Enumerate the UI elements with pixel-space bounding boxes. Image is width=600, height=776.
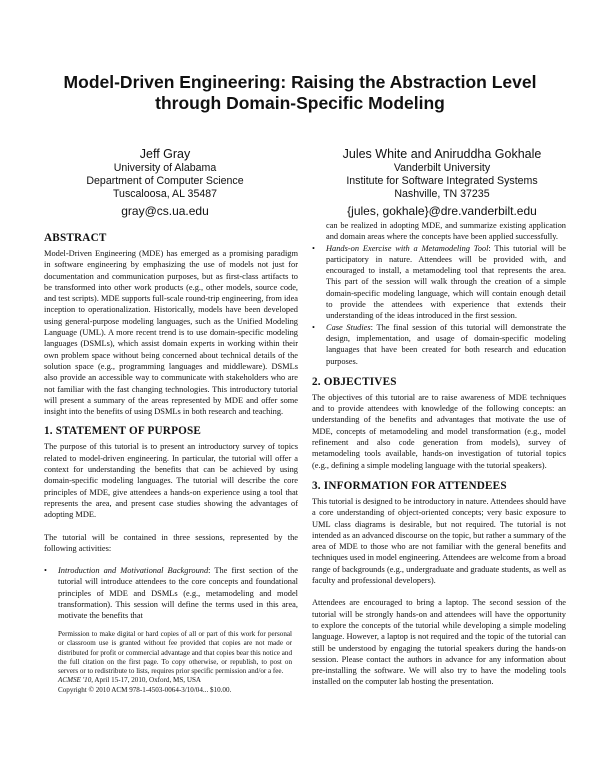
permission-text: Permission to make digital or hard copies of all or part of this work for personal or classroom use is granted without fee provided that copies are not made or distributed for profit or commercial advantage and that copies bear this notice and the full citation on the first page. To copy otherwise, or republish, to post on servers or to redistribute to lists, requires prior specific permission and/or a fee. <box>58 630 292 676</box>
author-name: Jeff Gray <box>139 147 191 161</box>
venue-details: , April 15-17, 2010, Oxford, MS, USA <box>91 676 202 685</box>
abstract-heading: ABSTRACT <box>44 232 107 244</box>
bullet-text: : This tutorial will be participatory in nature. Attendees will be provided with, and encouraged to install, a metamodeling tool that represents the area. This part of the session will walk through the creation of a simple domain-specific modeling language, which will contain enough detail to provide the attendees with experience that extends their understanding of the ideas introduced in the first session. <box>326 243 567 321</box>
session-list-continued <box>312 243 566 367</box>
section-1-paragraph-2: The tutorial will be contained in three sessions, represented by the following activities: <box>44 532 298 553</box>
bullet-icon: • <box>312 243 315 253</box>
bullet-continuation: can be realized in adopting MDE, and summarize existing application and domain areas where the concepts have been applied successfully. <box>326 221 566 242</box>
author-department: Institute for Software Integrated Systems <box>346 175 538 187</box>
bullet-title: Case Studies <box>326 322 371 332</box>
bullet-title: Hands-on Exercise with a Metamodeling Tool <box>326 243 489 253</box>
bullet-text: : The final session of this tutorial will demonstrate the design, implementation, and usage of domain-specific modeling languages that have been created for both research and education purposes. <box>326 322 566 366</box>
section-1-paragraph-1: The purpose of this tutorial is to present an introductory survey of topics related to model-driven engineering. In particular, the tutorial will offer a context for understanding the benefits that can be achieved by using domain-specific modeling languages. The tutorial will describe the core principles of MDE, give attendees a hands-on experience using a tool that represents the area, and present case studies showing the advantages of adopting MDE. <box>44 442 298 520</box>
author-department: Department of Computer Science <box>86 175 244 187</box>
abstract-text: Model-Driven Engineering (MDE) has emerged as a promising paradigm in software engineering by emphasizing the use of models not just for documentation and communication purposes, but as first-class artifacts to be transformed into other work products (e.g., other models, source code, and test scripts). MDE supports full-scale round-trip engineering, from idea inception to operationalization. Historically, models have been developed using general-purpose modeling languages, such as the Unified Modeling Language (UML). A more recent trend is to use domain-specific modeling languages (DSMLs), which assist domain experts in working within their own problem space without being concerned about technical details of the solution space (e.g., programming languages and middleware). DSMLs also provide an accessible way to communicate with stakeholders who are not familiar with the fast changing technologies. This introductory tutorial will present a summary of the areas represented by MDE and offer some insight into the benefits of using DSMLs in both research and teaching. <box>44 249 298 417</box>
section-3-paragraph-2: Attendees are encouraged to bring a laptop. The second session of the tutorial will be strongly hands-on and attendees will have the opportunity to explore the concepts of the tutorial while developing a simple modeling language. However, a laptop is not required and the topic of the tutorial can still be understood by engaging the tutorial speakers during the hands-on session. Please contact the authors in advance for any information about pre-installing the software. We will also try to have the modeling tools installed on the computer lab hosting the presentation. <box>312 598 566 687</box>
paper-title <box>40 72 560 114</box>
paper-title-line-2: through Domain-Specific Modeling <box>155 93 445 113</box>
bullet-icon: • <box>312 322 315 332</box>
list-item <box>312 243 566 322</box>
author-email: gray@cs.ua.edu <box>121 204 209 218</box>
list-item <box>312 322 566 367</box>
copyright-line: Copyright © 2010 ACM 978-1-4503-0064-3/10/04... $10.00. <box>58 685 232 694</box>
section-3-paragraph-1: This tutorial is designed to be introductory in nature. Attendees should have a core understanding of object-oriented concepts; very basic exposure to UML class diagrams is desirable, but not required. The tutorial is not intended as an advanced discourse on the topic, but rather a summary of the area of MDE to those who are not familiar with the general benefits and techniques used in model engineering. Attendees are welcome from a broad range of backgrounds (e.g., undergraduate and graduate students, as well as faculty and professional developers). <box>312 496 566 586</box>
author-location: Tuscaloosa, AL 35487 <box>112 188 218 200</box>
list-item <box>44 565 298 621</box>
bullet-title: Introduction and Motivational Background <box>58 566 209 576</box>
venue-line <box>58 676 292 685</box>
permission-notice <box>58 630 292 695</box>
section-1-heading: 1. STATEMENT OF PURPOSE <box>44 425 202 438</box>
bullet-icon: • <box>44 566 47 576</box>
right-column <box>312 220 566 688</box>
paper-title-line-1: Model-Driven Engineering: Raising the Abstraction Level <box>63 72 537 92</box>
section-2-text: The objectives of this tutorial are to raise awareness of MDE techniques and to provide attendees with knowledge of the following concepts: an understanding of the benefits and advantages that motivate the use of MDE, concepts of metamodeling and model transformation (e.g., model refinement and also code generation from models), survey of metamodeling tools available, hands-on investigation of tutorial topics (e.g., defining a simple modeling language with the tutorial speakers). <box>312 392 566 470</box>
left-column <box>44 228 298 622</box>
section-2-heading: 2. OBJECTIVES <box>312 375 397 388</box>
bullet-text: : The first section of the tutorial will introduce attendees to the core concepts and foundational principles of MDE and DSMLs (e.g., metamodeling and model transformation). This session will define the terms used in this area, motivate the benefits that <box>58 566 298 621</box>
author-affiliation: Vanderbilt University <box>393 162 491 174</box>
author-email: {jules, gokhale}@dre.vanderbilt.edu <box>347 204 537 218</box>
session-list <box>44 565 298 621</box>
venue-name: ACMSE '10 <box>58 676 92 685</box>
author-block-right <box>322 146 562 219</box>
author-affiliation: University of Alabama <box>113 162 217 174</box>
section-3-heading: 3. INFORMATION FOR ATTENDEES <box>312 479 507 492</box>
author-block-left <box>60 146 270 219</box>
author-name: Jules White and Aniruddha Gokhale <box>342 147 542 161</box>
author-location: Nashville, TN 37235 <box>394 188 490 200</box>
